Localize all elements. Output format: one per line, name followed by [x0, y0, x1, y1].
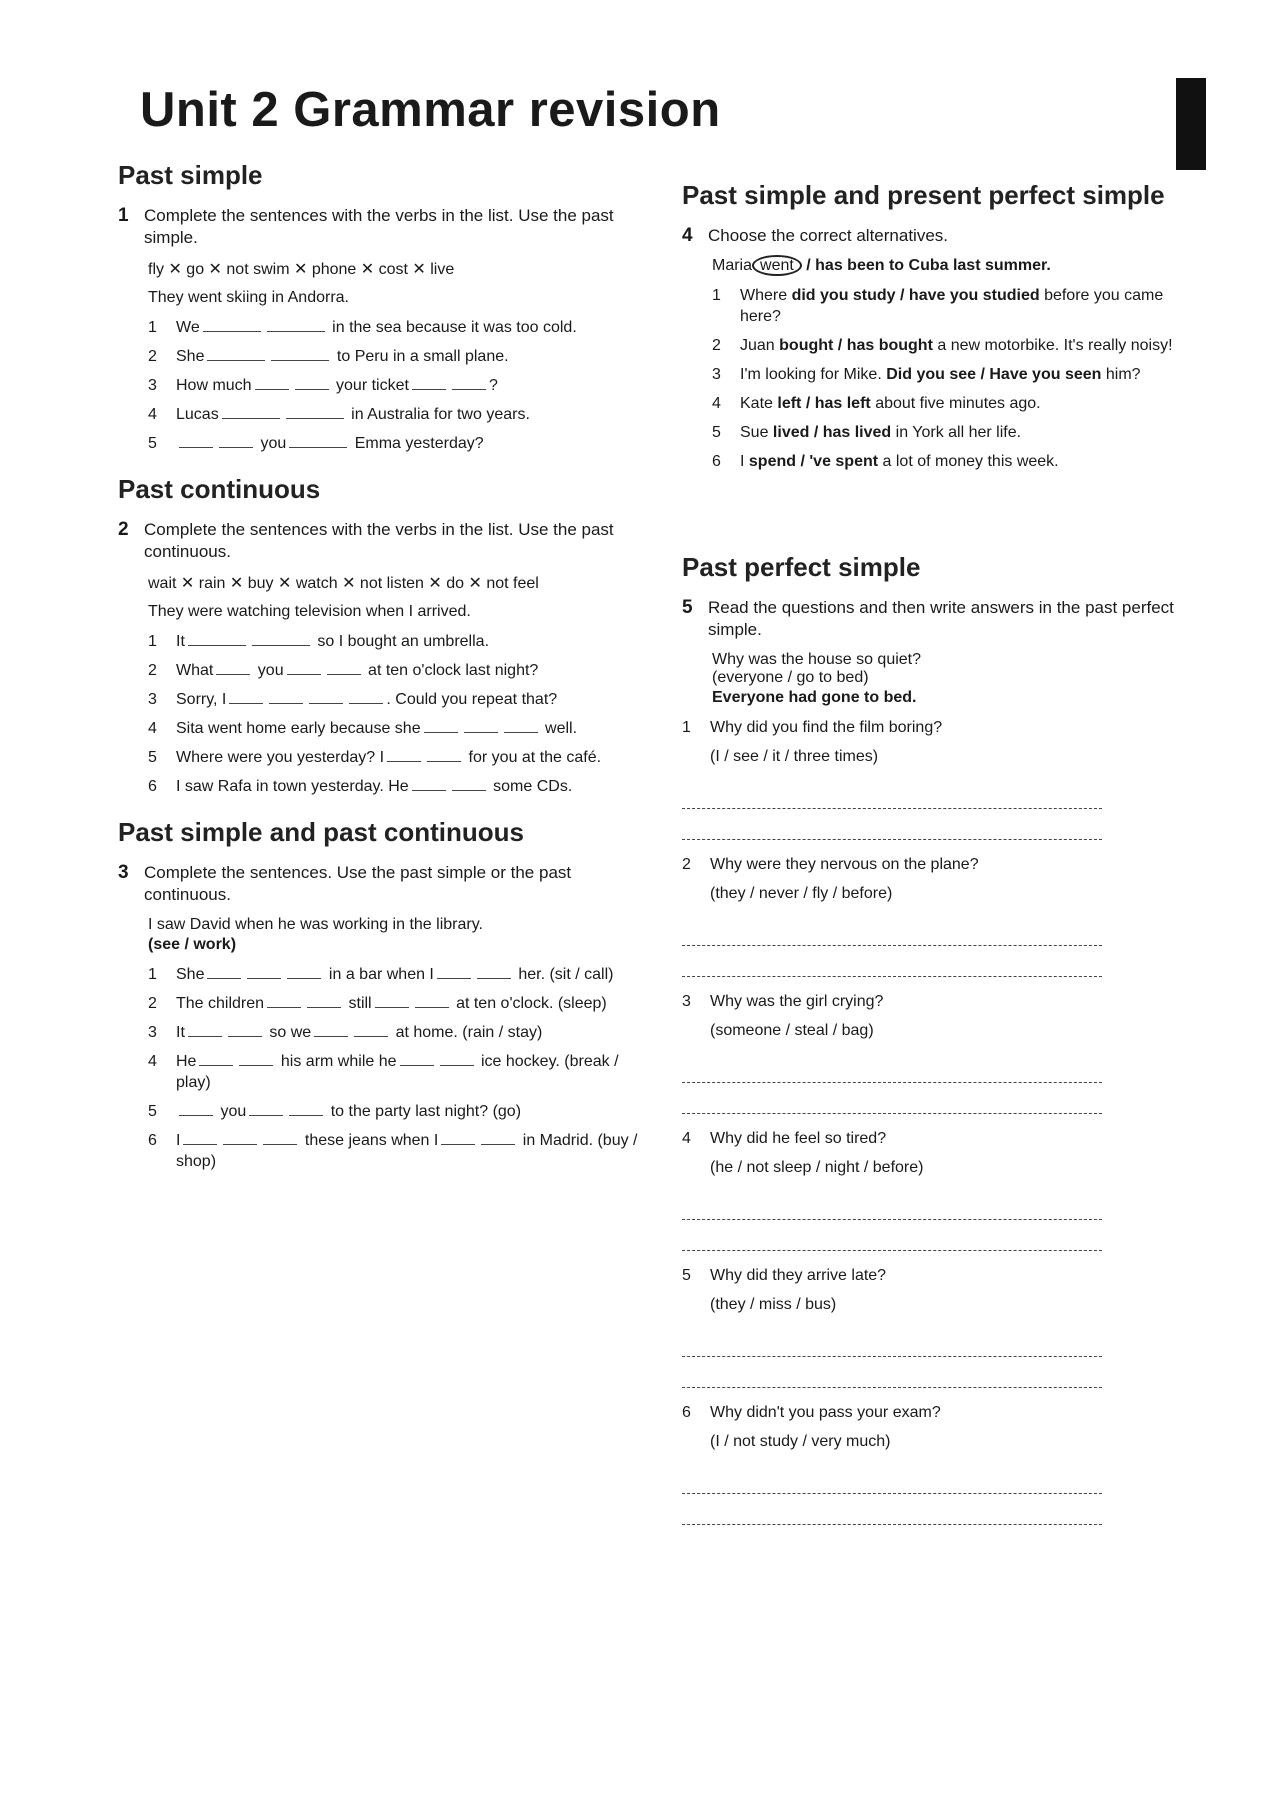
item-number: 5	[148, 749, 157, 766]
answer-blank[interactable]	[415, 993, 449, 1008]
answer-blank[interactable]	[199, 1051, 233, 1066]
answer-blank[interactable]	[207, 964, 241, 979]
circled-answer: went	[752, 255, 802, 276]
answer-blank[interactable]	[252, 631, 310, 646]
exercise-number: 3	[118, 862, 129, 883]
list-item	[148, 689, 638, 710]
list-item	[148, 718, 638, 739]
item-number: 3	[712, 366, 721, 383]
question-text: Why was the girl crying?	[710, 993, 884, 1010]
item-number: 1	[712, 287, 721, 304]
answer-blank[interactable]	[229, 689, 263, 704]
answer-blank[interactable]	[412, 375, 446, 390]
answer-line[interactable]	[682, 813, 1102, 840]
example-sentence: They were watching television when I arrived.	[148, 603, 471, 620]
item-text: Where did you study / have you studied before you came here?	[740, 287, 1164, 325]
item-number: 2	[148, 348, 157, 365]
exercise-number: 1	[118, 205, 129, 226]
answer-blank[interactable]	[437, 964, 471, 979]
item-text: you Emma yesterday?	[176, 433, 484, 454]
example-note: (see / work)	[148, 936, 237, 953]
section-past-perfect	[682, 552, 1182, 1525]
item-number: 3	[148, 377, 157, 394]
item-number: 1	[148, 966, 157, 983]
item-text: Sorry, I . Could you repeat that?	[176, 691, 558, 708]
answer-blank[interactable]	[452, 776, 486, 791]
answer-line[interactable]	[682, 1467, 1102, 1494]
word-list: wait ✕ rain ✕ buy ✕ watch ✕ not listen ✕ do ✕ not feel	[148, 575, 539, 592]
item-text: Juan bought / has bought a new motorbike. It's really noisy!	[740, 337, 1173, 354]
answer-blank[interactable]	[188, 631, 246, 646]
answer-blank[interactable]	[179, 433, 213, 448]
list-item	[148, 1022, 638, 1043]
item-number: 4	[712, 395, 721, 412]
answer-blank[interactable]	[287, 964, 321, 979]
item-text: I'm looking for Mike. Did you see / Have you seen him?	[740, 366, 1141, 383]
item-number: 3	[682, 993, 691, 1010]
item-number: 5	[148, 1103, 157, 1120]
answer-blank[interactable]	[400, 1051, 434, 1066]
exercise-instruction	[118, 205, 638, 249]
list-item	[682, 717, 1182, 840]
item-text: Where were you yesterday? I for you at the café.	[176, 749, 602, 766]
answer-blank[interactable]	[179, 1101, 213, 1116]
answer-blank[interactable]	[183, 1130, 217, 1145]
item-text: He his arm while he ice hockey. (break / play)	[176, 1053, 619, 1091]
answer-blank[interactable]	[263, 1130, 297, 1145]
item-text: Sita went home early because she well.	[176, 720, 578, 737]
item-number: 1	[148, 633, 157, 650]
item-number: 6	[148, 1132, 157, 1149]
exercise-instruction	[682, 597, 1182, 641]
list-item	[712, 393, 1182, 414]
list-item	[148, 1101, 638, 1122]
answer-blank[interactable]	[267, 993, 301, 1008]
answer-blank[interactable]	[387, 747, 421, 762]
item-text: What you at ten o'clock last night?	[176, 662, 539, 679]
answer-line[interactable]	[682, 1056, 1102, 1083]
list-item	[148, 1130, 638, 1172]
answer-blank[interactable]	[307, 993, 341, 1008]
list-item	[148, 433, 638, 454]
answer-blank[interactable]	[427, 747, 461, 762]
item-text: The children still at ten o'clock. (sleep)	[176, 995, 607, 1012]
list-item	[712, 364, 1182, 385]
instruction-text: Complete the sentences. Use the past simple or the past continuous.	[144, 863, 572, 904]
item-text: you to the party last night? (go)	[176, 1101, 521, 1122]
item-number: 1	[682, 719, 691, 736]
alternatives[interactable]: did you study / have you studied	[791, 287, 1040, 304]
answer-blank[interactable]	[286, 404, 344, 419]
prompt-text: (I / see / it / three times)	[710, 748, 879, 765]
alternatives[interactable]: bought / has bought	[779, 337, 933, 354]
item-number: 2	[712, 337, 721, 354]
example-question: Why was the house so quiet?	[712, 651, 922, 668]
section-past-simple-and-continuous	[118, 817, 638, 1172]
item-text: I these jeans when I in Madrid. (buy / shop)	[176, 1132, 638, 1170]
answer-line[interactable]	[682, 919, 1102, 946]
item-number: 4	[148, 406, 157, 423]
answer-blank[interactable]	[222, 404, 280, 419]
answer-blank[interactable]	[249, 1101, 283, 1116]
list-item	[148, 660, 638, 681]
item-number: 3	[148, 1024, 157, 1041]
exercise-number: 4	[682, 225, 693, 246]
right-column	[682, 180, 1182, 492]
exercise-instruction	[682, 225, 1182, 247]
answer-blank[interactable]	[354, 1022, 388, 1037]
item-text: How much your ticket ?	[176, 377, 498, 394]
section-heading: Past simple and present perfect simple	[682, 180, 1165, 210]
section-heading: Past perfect simple	[682, 552, 921, 582]
item-number: 4	[148, 1053, 157, 1070]
list-item	[148, 993, 638, 1014]
answer-blank[interactable]	[295, 375, 329, 390]
instruction-text: Choose the correct alternatives.	[708, 226, 949, 245]
item-text: It so I bought an umbrella.	[176, 633, 490, 650]
exercise-number: 5	[682, 597, 693, 618]
answer-blank[interactable]	[203, 317, 261, 332]
answer-line[interactable]	[682, 950, 1102, 977]
list-item	[148, 375, 638, 396]
prompt-text: (I / not study / very much)	[710, 1433, 891, 1450]
question-text: Why didn't you pass your exam?	[710, 1404, 941, 1421]
answer-line[interactable]	[682, 782, 1102, 809]
list-item	[682, 1402, 1182, 1525]
answer-blank[interactable]	[349, 689, 383, 704]
list-item	[148, 317, 638, 338]
list-item	[682, 1128, 1182, 1251]
prompt-text: (he / not sleep / night / before)	[710, 1159, 924, 1176]
section-heading: Past simple	[118, 160, 263, 190]
answer-blank[interactable]	[504, 718, 538, 733]
section-past-simple	[118, 160, 638, 454]
question-text: Why did they arrive late?	[710, 1267, 887, 1284]
answer-line[interactable]	[682, 1193, 1102, 1220]
section-past-simple-present-perfect	[682, 180, 1182, 472]
exercise-instruction	[118, 519, 638, 563]
item-text: We in the sea because it was too cold.	[176, 319, 577, 336]
item-number: 3	[148, 691, 157, 708]
list-item	[148, 964, 638, 985]
list-item	[712, 451, 1182, 472]
example-sentence	[148, 916, 638, 954]
example-sentence: Maria went / has been to Cuba last summer.	[712, 257, 1051, 274]
list-item	[148, 404, 638, 425]
list-item	[148, 747, 638, 768]
item-text: Sue lived / has lived in York all her life.	[740, 424, 1022, 441]
item-number: 5	[148, 435, 157, 452]
answer-blank[interactable]	[228, 1022, 262, 1037]
example-prompt: (everyone / go to bed)	[712, 669, 869, 686]
answer-blank[interactable]	[452, 375, 486, 390]
exercise-items	[118, 317, 638, 454]
section-heading: Past continuous	[118, 474, 321, 504]
example-answer: Everyone had gone to bed.	[712, 689, 917, 706]
answer-blank[interactable]	[314, 1022, 348, 1037]
list-item	[712, 285, 1182, 327]
exercise-items	[118, 631, 638, 797]
question-text: Why did he feel so tired?	[710, 1130, 887, 1147]
item-number: 2	[148, 662, 157, 679]
section-past-continuous	[118, 474, 638, 797]
exercise-instruction	[118, 862, 638, 906]
answer-line[interactable]	[682, 1361, 1102, 1388]
list-item	[148, 346, 638, 367]
answer-blank[interactable]	[424, 718, 458, 733]
answer-blank[interactable]	[441, 1130, 475, 1145]
answer-blank[interactable]	[207, 346, 265, 361]
word-list: fly ✕ go ✕ not swim ✕ phone ✕ cost ✕ live	[148, 261, 455, 278]
list-item	[682, 1265, 1182, 1388]
item-number: 1	[148, 319, 157, 336]
exercise-number: 2	[118, 519, 129, 540]
answer-blank[interactable]	[247, 964, 281, 979]
answer-line[interactable]	[682, 1087, 1102, 1114]
item-text: Lucas in Australia for two years.	[176, 406, 530, 423]
item-number: 4	[148, 720, 157, 737]
page-edge-marker	[1176, 78, 1206, 170]
answer-line[interactable]	[682, 1330, 1102, 1357]
item-text: It so we at home. (rain / stay)	[176, 1024, 543, 1041]
answer-blank[interactable]	[440, 1051, 474, 1066]
item-text: Kate left / has left about five minutes ago.	[740, 395, 1041, 412]
right-column-lower	[682, 552, 1182, 1545]
instruction-text: Complete the sentences with the verbs in the list. Use the past continuous.	[144, 520, 614, 561]
item-number: 5	[712, 424, 721, 441]
answer-blank[interactable]	[289, 1101, 323, 1116]
example-text: I saw David when he was working in the library.	[148, 916, 483, 933]
page-title: Unit 2 Grammar revision	[140, 83, 721, 137]
answer-blank[interactable]	[287, 660, 321, 675]
answer-blank[interactable]	[239, 1051, 273, 1066]
prompt-text: (someone / steal / bag)	[710, 1022, 874, 1039]
list-item	[682, 991, 1182, 1114]
item-number: 2	[148, 995, 157, 1012]
item-text: She to Peru in a small plane.	[176, 348, 509, 365]
answer-blank[interactable]	[327, 660, 361, 675]
left-column	[118, 160, 638, 1192]
answer-blank[interactable]	[255, 375, 289, 390]
answer-blank[interactable]	[223, 1130, 257, 1145]
example-block	[712, 651, 1182, 707]
answer-blank[interactable]	[219, 433, 253, 448]
prompt-text: (they / never / fly / before)	[710, 885, 893, 902]
item-number: 4	[682, 1130, 691, 1147]
item-number: 6	[148, 778, 157, 795]
example-sentence: They went skiing in Andorra.	[148, 289, 349, 306]
answer-blank[interactable]	[309, 689, 343, 704]
answer-blank[interactable]	[269, 689, 303, 704]
answer-blank[interactable]	[271, 346, 329, 361]
prompt-text: (they / miss / bus)	[710, 1296, 837, 1313]
alternatives[interactable]: lived / has lived	[772, 424, 892, 441]
instruction-text: Read the questions and then write answers in the past perfect simple.	[708, 598, 1174, 639]
item-text: I spend / 've spent a lot of money this week.	[740, 453, 1059, 470]
item-number: 5	[682, 1267, 691, 1284]
answer-blank[interactable]	[481, 1130, 515, 1145]
answer-line[interactable]	[682, 1224, 1102, 1251]
list-item	[148, 631, 638, 652]
answer-blank[interactable]	[412, 776, 446, 791]
exercise-items	[682, 285, 1182, 472]
section-heading: Past simple and past continuous	[118, 817, 524, 847]
item-number: 6	[712, 453, 721, 470]
answer-blank[interactable]	[216, 660, 250, 675]
answer-line[interactable]	[682, 1498, 1102, 1525]
list-item	[148, 1051, 638, 1093]
item-text: I saw Rafa in town yesterday. He some CDs.	[176, 778, 573, 795]
answer-blank[interactable]	[375, 993, 409, 1008]
answer-blank[interactable]	[267, 317, 325, 332]
list-item	[712, 422, 1182, 443]
alternatives[interactable]: Did you see / Have you seen	[886, 366, 1102, 383]
list-item	[712, 335, 1182, 356]
question-text: Why did you find the film boring?	[710, 719, 943, 736]
answer-blank[interactable]	[477, 964, 511, 979]
answer-blank[interactable]	[188, 1022, 222, 1037]
answer-blank[interactable]	[464, 718, 498, 733]
list-item	[682, 854, 1182, 977]
question-text: Why were they nervous on the plane?	[710, 856, 979, 873]
list-item	[148, 776, 638, 797]
item-number: 2	[682, 856, 691, 873]
exercise-items	[118, 964, 638, 1172]
alternatives[interactable]: spend / 've spent	[748, 453, 879, 470]
item-text: She in a bar when I her. (sit / call)	[176, 966, 614, 983]
alternatives[interactable]: left / has left	[777, 395, 871, 412]
item-number: 6	[682, 1404, 691, 1421]
instruction-text: Complete the sentences with the verbs in the list. Use the past simple.	[144, 206, 614, 247]
answer-blank[interactable]	[289, 433, 347, 448]
